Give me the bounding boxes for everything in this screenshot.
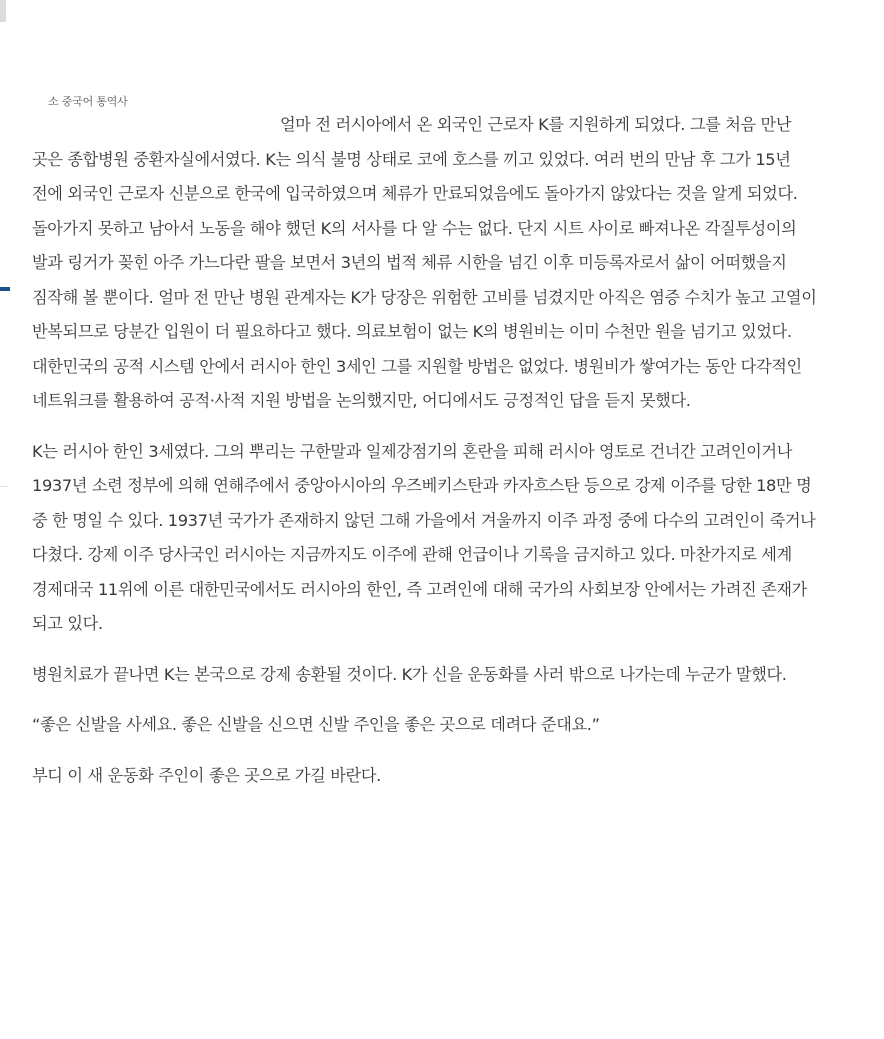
left-edge-blue-mark [0,287,10,291]
left-edge-divider [0,486,8,487]
left-edge-gray-mark [0,0,6,22]
paragraph-2: K는 러시아 한인 3세였다. 그의 뿌리는 구한말과 일제강점기의 혼란을 피해 러시아 영토로 건너간 고려인이거나 1937년 소련 정부에 의해 연해주에서 중앙아시아의 우즈베키스탄과 카자흐스탄 등으로 강제 이주를 당한 18만 명 중 한 명일 수 있다. 1937년 국가가 존재하지 않던 그해 가을에서 겨울까지 이주 과정 중에 다수의 고려인이 죽거나 다쳤다. 강제 이주 당사국인 러시아는 지금까지도 이주에 관해 언급이나 기록을 금지하고 있다. 마찬가지로 세계 경제대국 11위에 이른 대한민국에서도 러시아의 한인, 즉 고려인에 대해 국가의 사회보장 안에서는 가려진 존재가 되고 있다. [32,441,816,633]
paragraph-closing: 부디 이 새 운동화 주인이 좋은 곳으로 가길 바란다. [32,765,381,785]
paragraph-1: 얼마 전 러시아에서 온 외국인 근로자 K를 지원하게 되었다. 그를 처음 만난 곳은 종합병원 중환자실에서였다. K는 의식 불명 상태로 코에 호스를 끼고 있었다. 여러 번의 만남 후 그가 15년 전에 외국인 근로자 신분으로 한국에 입국하였으며 체류가 만료되었음에도 돌아가지 않았다는 것을 알게 되었다. 돌아가지 못하고 남아서 노동을 해야 했던 K의 서사를 다 알 수는 없다. 단지 시트 사이로 빠져나온 각질투성이의 발과 링거가 꽂힌 아주 가느다란 팔을 보면서 3년의 법적 체류 시한을 넘긴 이후 미등록자로서 삶이 어떠했을지 짐작해 볼 뿐이다. 얼마 전 만난 병원 관계자는 K가 당장은 위험한 고비를 넘겼지만 아직은 염증 수치가 높고 고열이 반복되므로 당분간 입원이 더 필요하다고 했다. 의료보험이 없는 K의 병원비는 이미 수천만 원을 넘기고 있었다. 대한민국의 공적 시스템 안에서 러시아 한인 3세인 그를 지원할 방법은 없었다. 병원비가 쌓여가는 동안 다각적인 네트워크를 활용하여 공적·사적 지원 방법을 논의했지만, 어디에서도 긍정적인 답을 듣지 못했다. [32,115,817,410]
article-body [32,94,822,793]
paragraph-3: 병원치료가 끝나면 K는 본국으로 강제 송환될 것이다. K가 신을 운동화를 사러 밖으로 나가는데 누군가 말했다. [32,664,787,684]
author-caption: 소 중국어 통역사 [48,95,128,108]
paragraph-quote: “좋은 신발을 사세요. 좋은 신발을 신으면 신발 주인을 좋은 곳으로 데려다 준대요.” [32,715,600,734]
